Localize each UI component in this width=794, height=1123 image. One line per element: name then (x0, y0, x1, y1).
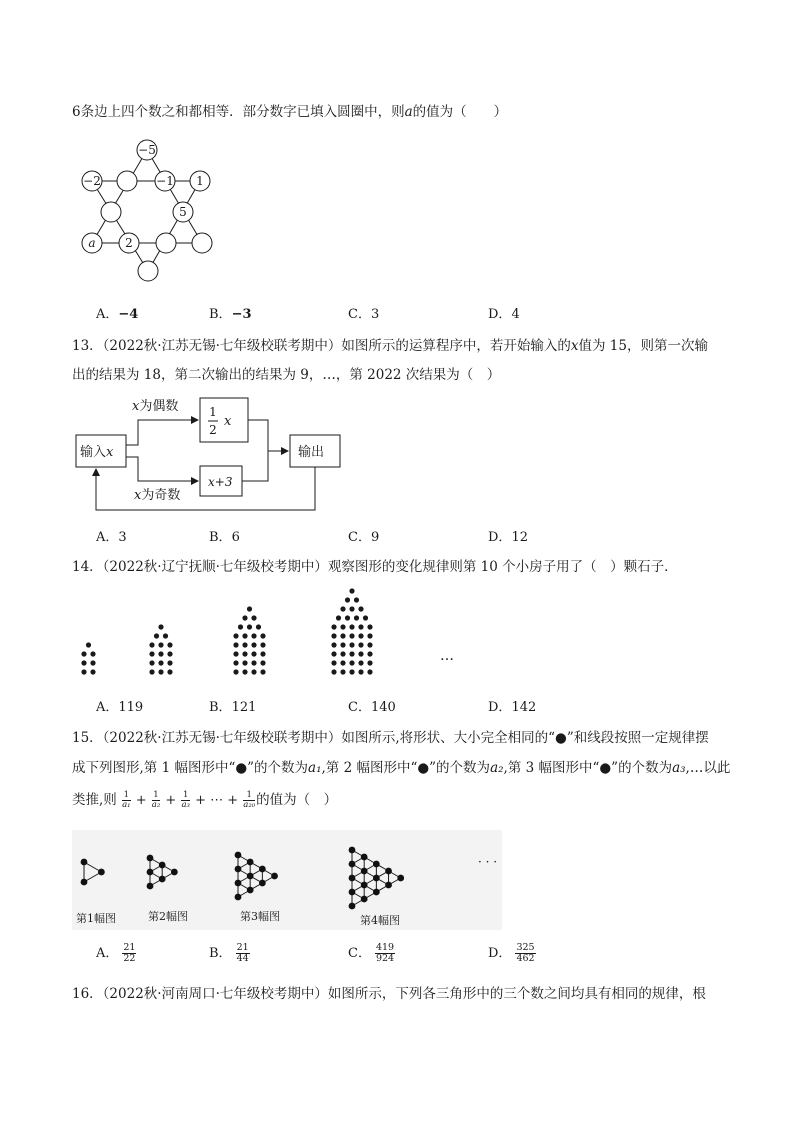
house-4-stone (358, 624, 363, 629)
house-4-stone (331, 633, 336, 638)
fig-2-dot (159, 876, 166, 883)
fig-4-dot (349, 903, 356, 910)
house-3-stone (233, 660, 238, 665)
fig-4-dot (349, 861, 356, 868)
house-4-stone (358, 660, 363, 665)
fig-2-dot (147, 855, 154, 862)
q15-option-d[interactable]: D． $\frac{325}{462}$ (488, 942, 535, 964)
fig-1-dot (81, 879, 88, 886)
house-3-stone (242, 651, 247, 656)
q12-option-c[interactable]: C．3 (348, 307, 380, 322)
q14-stem: 14．（2022秋·辽宁抚顺·七年级校考期中）观察图形的变化规律则第 10 个小房子用了（ ）颗石子． (72, 559, 678, 575)
q15-ellipsis: · · · (478, 855, 498, 869)
house-2-stone (149, 642, 154, 647)
house-4-stone (367, 633, 372, 638)
q15-option-b[interactable]: B． $\frac{21}{44}$ (209, 942, 249, 964)
house-3-stone (251, 651, 256, 656)
house-4-roof-stone (345, 615, 350, 620)
house-2-roof-stone (163, 633, 168, 638)
circle-bottom-right (192, 233, 212, 253)
half-numerator: 1 (209, 405, 217, 419)
house-4-stone (349, 651, 354, 656)
q15-stem-line2: 成下列图形,第 1 幅图形中“●”的个数为a₁,第 2 幅图形中“●”的个数为a₂,第 3 幅图形中“●”的个数为a₃,…以此 (72, 760, 731, 776)
q16-stem: 16．（2022秋·河南周口·七年级校考期中）如图所示，下列各三角形中的三个数之间均具有相同的规律，根 (72, 986, 706, 1002)
svg-text:x为奇数 (134, 487, 180, 503)
circle-middle-left (101, 202, 121, 222)
house-3-roof-stone (247, 606, 252, 611)
house-4-stone (331, 624, 336, 629)
caption-1: 第1幅图 (76, 912, 116, 925)
house-1-stone (90, 651, 95, 656)
fig-2-dot (147, 883, 154, 890)
svg-text:输入x (80, 444, 114, 460)
house-4-stone (331, 660, 336, 665)
q14-option-c[interactable]: C．140 (348, 700, 396, 715)
fig-4-dot (385, 882, 392, 889)
house-4-stone (331, 651, 336, 656)
circle-upper-mid-left (117, 171, 137, 191)
house-1-stone (81, 651, 86, 656)
house-2-stone (149, 651, 154, 656)
house-4-stone (349, 660, 354, 665)
q14-house-figure (72, 588, 492, 680)
house-3-stone (242, 633, 247, 638)
fig-2-dot (147, 869, 154, 876)
house-3-stone (233, 633, 238, 638)
fig-4-dot (361, 868, 368, 875)
house-4-stone (349, 624, 354, 629)
q13-stem-line2: 出的结果为 18，第二次输出的结果为 9，…，第 2022 次结果为（ ） (72, 367, 501, 383)
house-3-stone (242, 642, 247, 647)
output-label: 输出 (298, 445, 325, 460)
caption-4: 第4幅图 (360, 914, 400, 927)
fig-3-dot (271, 873, 278, 880)
house-4-stone (349, 633, 354, 638)
house-1-stone (90, 660, 95, 665)
fig-3-dot (247, 859, 254, 866)
q14-option-b[interactable]: B．121 (209, 700, 257, 715)
fig-4-dot (373, 875, 380, 882)
house-1-stone (90, 669, 95, 674)
house-4-roof-stone (349, 588, 354, 593)
house-4-stone (358, 651, 363, 656)
fig-1-dot (98, 869, 105, 876)
plus3-label: x+3 (208, 475, 233, 489)
fig-4-dot (373, 889, 380, 896)
house-2-roof-stone (158, 624, 163, 629)
house-3-stone (251, 642, 256, 647)
input-label: 输入 (80, 445, 107, 460)
house-2-stone (167, 669, 172, 674)
q15-stem-line1: 15．（2022秋·江苏无锡·七年级校联考期中）如图所示,将形状、大小完全相同的“●”和线段按照一定规律摆 (72, 730, 709, 746)
even-var: x (132, 399, 140, 414)
house-3-stone (233, 669, 238, 674)
label-mid: −1 (156, 174, 174, 188)
house-4-stone (331, 642, 336, 647)
fig-4-dot (361, 882, 368, 889)
house-3-stone (242, 660, 247, 665)
house-3-stone (233, 651, 238, 656)
house-2-stone (167, 651, 172, 656)
house-4-stone (340, 624, 345, 629)
house-4-stone (349, 669, 354, 674)
house-4-stone (340, 669, 345, 674)
house-3-roof-stone (247, 624, 252, 629)
fig-4-dot (349, 889, 356, 896)
fig-3-dot (235, 866, 242, 873)
fig-4-dot (349, 875, 356, 882)
house-1-roof-stone (86, 642, 91, 647)
house-3-stone (242, 669, 247, 674)
label-right: 1 (196, 174, 204, 188)
fig-3-dot (247, 873, 254, 880)
house-3-roof-stone (238, 624, 243, 629)
svg-text:x为偶数 (132, 398, 178, 414)
label-two: 2 (125, 236, 133, 250)
house-4-stone (358, 642, 363, 647)
q14-option-a[interactable]: A．119 (96, 700, 144, 715)
q15-sum-expression: $\frac{1}{\text{a₁}}$ + $\frac{1}{\text{a₂}}$ + $\frac{1}{\text{a₃}}$ + ⋯ + $\frac{1}{\text{a₂₀}}$ (122, 790, 256, 810)
house-3-stone (260, 651, 265, 656)
house-3-stone (260, 642, 265, 647)
house-4-roof-stone (354, 615, 359, 620)
house-4-stone (358, 633, 363, 638)
house-4-roof-stone (345, 597, 350, 602)
fig-3-dot (259, 866, 266, 873)
q14-ellipsis: … (440, 648, 454, 664)
label-left: −2 (83, 174, 101, 188)
q12-stem (72, 103, 507, 121)
fig-3-dot (247, 887, 254, 894)
q12-var: a (404, 104, 413, 120)
q15-triangle-figure (72, 830, 502, 930)
house-4-roof-stone (363, 615, 368, 620)
q12-stem-end: 的值为（ ） (412, 104, 508, 120)
house-3-stone (251, 633, 256, 638)
house-3-roof-stone (256, 624, 261, 629)
house-2-stone (167, 660, 172, 665)
circle-lower-mid-right (156, 233, 176, 253)
fig-4-dot (349, 847, 356, 854)
house-4-stone (367, 651, 372, 656)
fig-4-dot (397, 875, 404, 882)
q13-option-a[interactable]: A．3 (96, 530, 127, 545)
house-4-stone (340, 651, 345, 656)
house-4-stone (331, 669, 336, 674)
odd-label: 为奇数 (141, 488, 181, 503)
fig-4-dot (361, 854, 368, 861)
q15-stem-line3: 类推,则 $\frac{1}{\text{a₁}}$ + $\frac{1}{\text{a₂}}$ + $\frac{1}{\text{a₃}}$ + ⋯ + $\frac{1}{\text{a₂₀}}$ 的值为（ ） (72, 790, 338, 810)
fig-2-dot (171, 869, 178, 876)
q13-option-b[interactable]: B．6 (209, 530, 240, 545)
house-3-stone (251, 660, 256, 665)
house-3-stone (251, 669, 256, 674)
q13-stem-line1: 13．（2022秋·江苏无锡·七年级校联考期中）如图所示的运算程序中，若开始输入的x值为 15，则第一次输 (72, 338, 708, 354)
house-3-roof-stone (251, 615, 256, 620)
house-2-stone (167, 642, 172, 647)
house-3-roof-stone (242, 615, 247, 620)
house-2-stone (158, 669, 163, 674)
fig-2-dot (159, 862, 166, 869)
label-a: a (88, 236, 96, 250)
house-2-stone (158, 642, 163, 647)
q15-option-a[interactable]: A． $\frac{21}{22}$ (96, 942, 136, 964)
house-4-roof-stone (340, 606, 345, 611)
house-1-stone (81, 669, 86, 674)
even-label: 为偶数 (139, 399, 179, 414)
half-denominator: 2 (209, 423, 217, 437)
house-4-stone (340, 633, 345, 638)
house-2-stone (158, 660, 163, 665)
house-4-stone (367, 660, 372, 665)
house-2-stone (158, 651, 163, 656)
house-4-stone (340, 660, 345, 665)
house-2-roof-stone (154, 633, 159, 638)
fig-4-dot (361, 896, 368, 903)
half-var: x (224, 414, 232, 429)
q13-option-c[interactable]: C．9 (348, 530, 380, 545)
q12-option-b[interactable]: B．−3 (209, 307, 252, 322)
fig-1-dot (81, 859, 88, 866)
label-five: 5 (179, 205, 187, 219)
circle-bottom (138, 261, 158, 281)
caption-3: 第3幅图 (240, 910, 280, 923)
q12-option-d[interactable]: D．4 (488, 307, 520, 322)
caption-2: 第2幅图 (148, 910, 188, 923)
fig-3-dot (235, 852, 242, 859)
fig-4-dot (373, 861, 380, 868)
house-2-stone (149, 669, 154, 674)
house-3-stone (260, 633, 265, 638)
house-4-stone (340, 642, 345, 647)
house-4-stone (367, 642, 372, 647)
house-4-roof-stone (349, 606, 354, 611)
q15-option-c[interactable]: C． $\frac{419}{924}$ (348, 942, 395, 964)
house-3-stone (260, 669, 265, 674)
house-3-stone (233, 642, 238, 647)
house-4-stone (358, 669, 363, 674)
q14-option-d[interactable]: D．142 (488, 700, 537, 715)
house-3-stone (260, 660, 265, 665)
house-4-stone (367, 624, 372, 629)
fig-4-dot (385, 868, 392, 875)
q12-stem-text: 6条边上四个数之和都相等．部分数字已填入圆圈中，则 (72, 104, 405, 120)
q12-option-a[interactable]: A．−4 (96, 307, 139, 322)
house-4-stone (367, 669, 372, 674)
input-var: x (106, 445, 114, 460)
fig-3-dot (259, 880, 266, 887)
label-top: −5 (138, 143, 156, 157)
house-4-stone (349, 642, 354, 647)
fig-3-dot (235, 880, 242, 887)
house-2-stone (149, 660, 154, 665)
odd-var: x (134, 488, 142, 503)
q13-flowchart (72, 390, 352, 518)
house-4-roof-stone (358, 606, 363, 611)
house-1-stone (81, 660, 86, 665)
fig-3-dot (235, 894, 242, 901)
q12-star-figure (72, 138, 222, 288)
house-4-roof-stone (336, 615, 341, 620)
house-4-roof-stone (354, 597, 359, 602)
q13-option-d[interactable]: D．12 (488, 530, 528, 545)
